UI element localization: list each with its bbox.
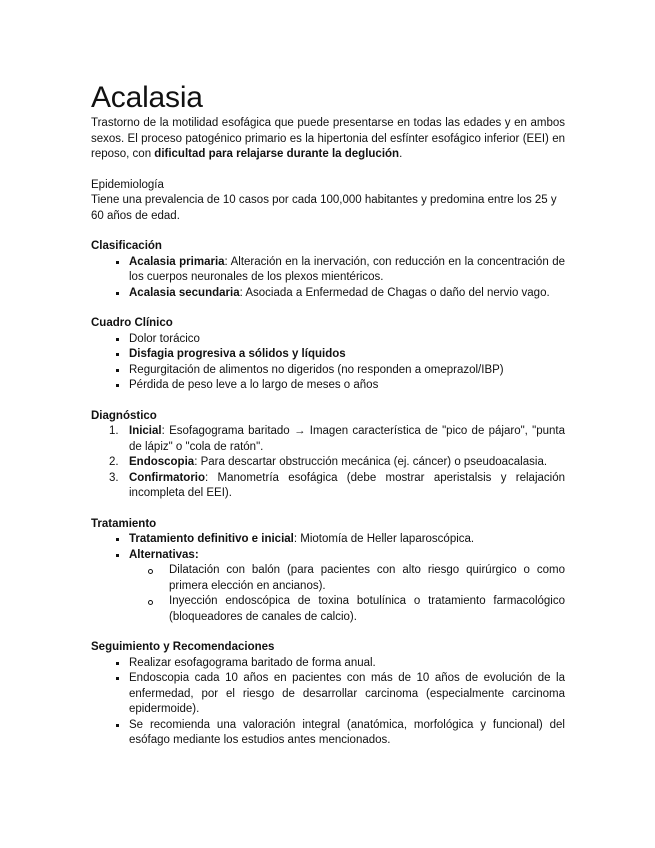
clinical-title: Cuadro Clínico xyxy=(91,317,173,329)
epidemiology-text: Tiene una prevalencia de 10 casos por cada 100,000 habitantes y predomina entre los 25 y 60 años de edad. xyxy=(91,194,557,222)
item-term: Acalasia primaria xyxy=(129,255,225,268)
list-item xyxy=(91,532,565,548)
item-text: : Para descartar obstrucción mecánica (ej. cáncer) o pseudoacalasia. xyxy=(194,456,548,468)
intro-bold: dificultad para relajarse durante la deglución xyxy=(154,148,400,160)
diagnosis-title: Diagnóstico xyxy=(91,409,157,422)
list-item: Realizar esofagograma baritado de forma anual. xyxy=(91,656,565,672)
clinical-section xyxy=(91,316,565,394)
epidemiology-section xyxy=(91,178,565,225)
followup-title: Seguimiento y Recomendaciones xyxy=(91,641,275,653)
item-term: Acalasia secundaria xyxy=(129,286,240,299)
item-number: 1. xyxy=(109,425,119,437)
classification-section xyxy=(91,239,565,301)
intro-text: Trastorno de la motilidad esofágica que puede presentarse en todas las edades y en ambos sexos. El proceso patogénico primario es la hipertonia del esfínter esofágico inferior (EEI) en reposo, con xyxy=(91,117,565,160)
item-term: Confirmatorio xyxy=(129,471,206,484)
list-item: Dolor torácico xyxy=(91,332,565,348)
treatment-list xyxy=(91,532,565,563)
intro-end: . xyxy=(399,148,403,160)
page-title: Acalasia xyxy=(91,81,203,114)
list-item xyxy=(91,471,565,502)
item-term: Tratamiento definitivo e inicial xyxy=(129,533,294,545)
list-item xyxy=(91,455,565,471)
diagnosis-section xyxy=(91,409,565,502)
sub-list-item: Inyección endoscópica de toxina botulínica o tratamiento farmacológico (bloqueadores de canales de calcio). xyxy=(91,594,565,625)
item-term: Endoscopia xyxy=(129,456,195,468)
list-item: Pérdida de peso leve a lo largo de meses o años xyxy=(91,378,565,394)
treatment-section xyxy=(91,517,565,626)
item-text: : Miotomía de Heller laparoscópica. xyxy=(293,533,475,545)
treatment-title: Tratamiento xyxy=(91,517,157,530)
sub-list-item: Dilatación con balón (para pacientes con alto riesgo quirúrgico o como primera elección en ancianos). xyxy=(91,563,565,594)
item-number: 2. xyxy=(109,456,119,468)
classification-title: Clasificación xyxy=(91,240,162,252)
list-item: Regurgitación de alimentos no digeridos (no responden a omeprazol/IBP) xyxy=(91,363,565,379)
epidemiology-title: Epidemiología xyxy=(91,178,164,191)
item-text: : Manometría esofágica (debe mostrar aperistalsis y relajación incompleta del EEI). xyxy=(129,471,565,499)
clinical-list xyxy=(91,332,565,394)
list-item xyxy=(91,548,565,564)
intro-paragraph xyxy=(91,116,565,163)
list-item xyxy=(91,255,565,286)
item-number: 3. xyxy=(109,471,119,484)
diagnosis-list xyxy=(91,424,565,502)
item-text: : Esofagograma baritado → Imagen característica de "pico de pájaro", "punta de lápiz" o "cola de ratón". xyxy=(129,425,565,453)
list-item xyxy=(91,424,565,455)
list-item xyxy=(91,286,565,302)
item-text: : Asociada a Enfermedad de Chagas o daño del nervio vago. xyxy=(239,286,550,299)
classification-list xyxy=(91,255,565,302)
item-term: Inicial xyxy=(129,425,162,437)
list-item: Endoscopia cada 10 años en pacientes con más de 10 años de evolución de la enfermedad, por el riesgo de desarrollar carcinoma (especialmente carcinoma epidermoide). xyxy=(91,671,565,718)
item-text: : Alteración en la inervación, con reducción en la concentración de los cuerpos neuronales de los plexos mientéricos. xyxy=(129,255,565,283)
item-term: Alternativas xyxy=(129,548,195,561)
alternatives-list xyxy=(91,563,565,625)
followup-section xyxy=(91,640,565,749)
list-item: Disfagia progresiva a sólidos y líquidos xyxy=(91,347,565,363)
item-colon: : xyxy=(194,548,199,561)
list-item: Se recomienda una valoración integral (anatómica, morfológica y funcional) del esófago mediante los estudios antes mencionados. xyxy=(91,718,565,749)
followup-list xyxy=(91,656,565,749)
